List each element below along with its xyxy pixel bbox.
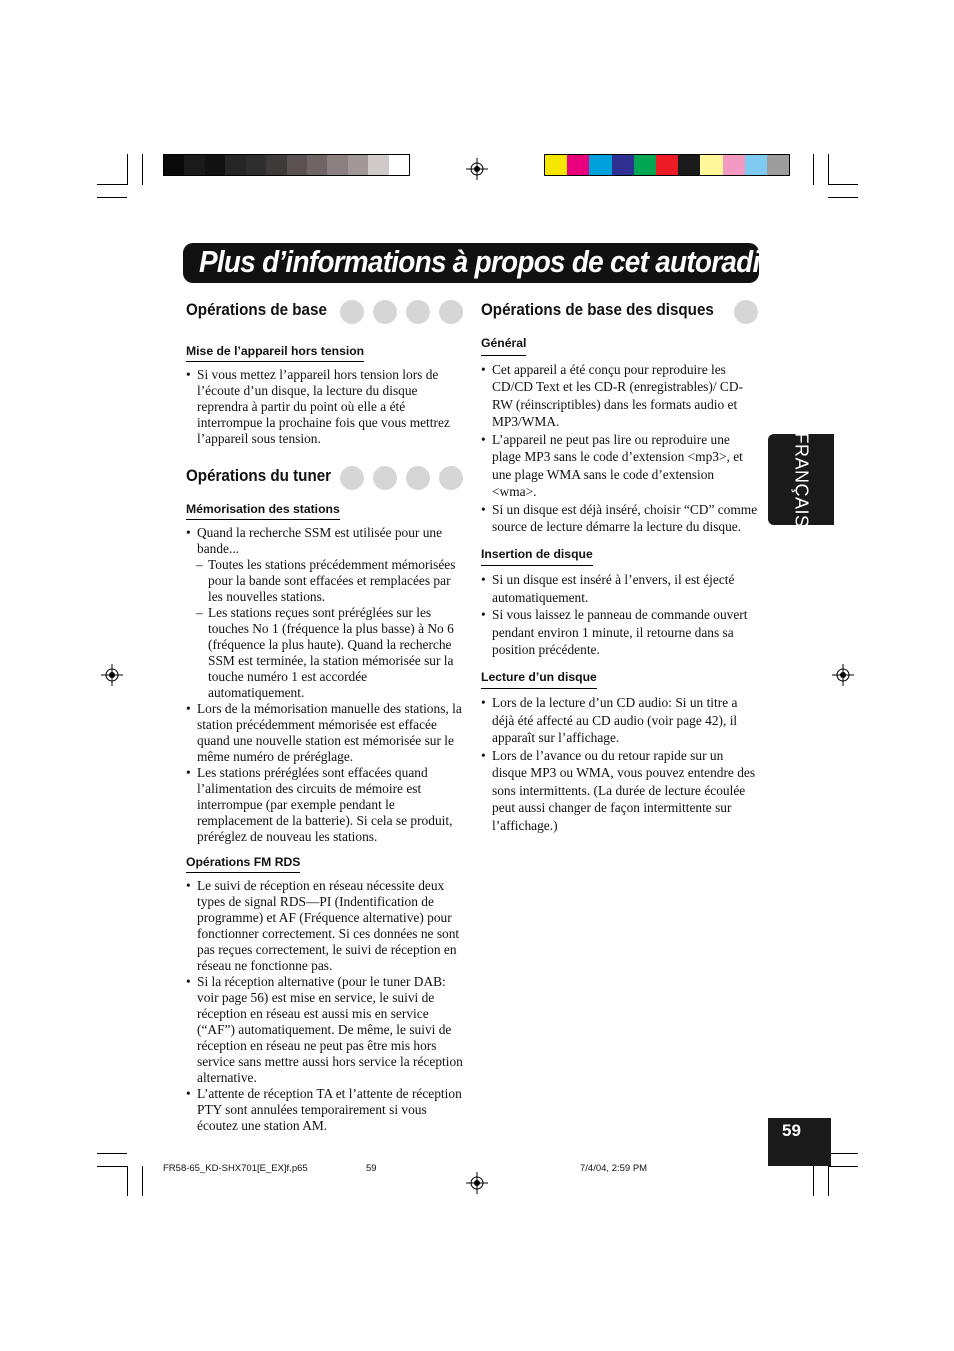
color-swatch: [723, 155, 745, 175]
left-column: [186, 300, 463, 1134]
color-swatch: [678, 155, 700, 175]
color-swatch: [327, 155, 347, 175]
color-swatch: [246, 155, 266, 175]
section-heading: [186, 300, 463, 326]
list-item: • Lors de la lecture d’un CD audio: Si un titre a déjà été affecté au CD audio (voir page 42), il apparaît sur l’affichage.: [481, 694, 758, 747]
subheading: Insertion de disque: [481, 546, 593, 567]
subheading: Mémorisation des stations: [186, 501, 340, 520]
list-item: • Si un disque est inséré à l’envers, il est éjecté automatiquement.: [481, 571, 758, 606]
list-item: • Si un disque est déjà inséré, choisir “CD” comme source de lecture démarre la lecture du disque.: [481, 501, 758, 536]
list-item: • Cet appareil a été conçu pour reproduire les CD/CD Text et les CD-R (enregistrables)/ CD-RW (réinscriptibles) dans les formats audio et MP3/WMA.: [481, 361, 758, 431]
color-swatch: [184, 155, 204, 175]
color-swatch: [205, 155, 225, 175]
list-item: • L’appareil ne peut pas lire ou reproduire une plage MP3 sans le code d’extension <mp3>, et une plage WMA sans le code d’extension <wma>.: [481, 431, 758, 501]
section-heading: [186, 466, 463, 492]
language-tab: [768, 431, 834, 528]
list-item: • Lors de l’avance ou du retour rapide sur un disque MP3 ou WMA, vous pouvez entendre des sons intermittents. (La durée de lecture écoulée peut aussi changer de façon intermittente sur l’affichage.): [481, 747, 758, 835]
registration-mark-icon: [101, 664, 123, 686]
color-swatch: [745, 155, 767, 175]
list-subitem: – Les stations reçues sont préréglées sur les touches No 1 (fréquence la plus basse) à No 6 (fréquence la plus haute). Quand la recherche SSM est terminée, la station mémorisée sur la touche numéro 1 est accordée automatiquement.: [196, 605, 463, 701]
page-number-box: [768, 1118, 831, 1166]
subheading: Opérations FM RDS: [186, 854, 300, 873]
color-swatch: [287, 155, 307, 175]
grayscale-calibration-bar: [163, 154, 410, 176]
list-item: • Lors de la mémorisation manuelle des stations, la station précédemment mémorisée est effacée quand une nouvelle station est mémorisée sur le même numéro de préréglage.: [186, 701, 463, 765]
right-column: [481, 300, 758, 834]
color-swatch: [612, 155, 634, 175]
registration-mark-icon: [466, 1172, 488, 1194]
title-band: [183, 243, 776, 283]
list-item: • Si la réception alternative (pour le tuner DAB: voir page 56) est mise en service, le suivi de réception en réseau est aussi mis en service (“AF”) automatiquement. De même, le suivi de réception en réseau ne peut pas être mis hors service sans mettre aussi hors service la réception alternative.: [186, 974, 463, 1086]
section-title: Opérations de base: [186, 302, 331, 318]
color-swatch: [307, 155, 327, 175]
color-swatch: [266, 155, 286, 175]
list-item: • L’attente de réception TA et l’attente de réception PTY sont annulées temporairement si vous écoutez une station AM.: [186, 1086, 463, 1134]
section-heading: [481, 300, 758, 326]
registration-mark-icon: [832, 664, 854, 686]
section-title: Opérations du tuner: [186, 468, 335, 484]
subheading: Mise de l’appareil hors tension: [186, 343, 364, 362]
color-swatch: [545, 155, 567, 175]
footer-page: 59: [366, 1163, 377, 1174]
footer-file: FR58-65_KD-SHX701[E_EX]f.p65: [163, 1163, 308, 1174]
color-swatch: [348, 155, 368, 175]
subheading: Lecture d’un disque: [481, 669, 597, 690]
color-swatch: [164, 155, 184, 175]
color-swatch: [767, 155, 789, 175]
color-swatch: [368, 155, 388, 175]
list-item: • Quand la recherche SSM est utilisée pour une bande... – Toutes les stations précédemment mémorisées pour la bande sont effacées et remplacées par les nouvelles stations. – Les stations reçues sont préréglées sur les touches No 1 (fréquence la plus basse) à No 6 (fréquence la plus haute). Quand la recherche SSM est terminée, la station mémorisée sur la touche numéro 1 est accordée automatiquement.: [186, 525, 463, 701]
color-swatch: [225, 155, 245, 175]
page-title: Plus d’informations à propos de cet autoradio: [199, 244, 776, 279]
section-title: Opérations de base des disques: [481, 302, 718, 320]
color-swatch: [656, 155, 678, 175]
list-item: • Les stations préréglées sont effacées quand l’alimentation des circuits de mémoire est interrompue (par exemple pendant le remplacement de la batterie). Si cela se produit, préréglez de nouveau les stations.: [186, 765, 463, 845]
color-swatch: [700, 155, 722, 175]
page-number: 59: [782, 1121, 801, 1140]
subheading: Général: [481, 335, 526, 356]
language-label: FRANÇAIS: [791, 431, 812, 528]
color-calibration-bar: [544, 154, 790, 176]
list-item: • Le suivi de réception en réseau nécessite deux types de signal RDS—PI (Indentification de programme) et AF (Fréquence alternative) pour fonctionner correctement. Si ces données ne sont pas reçues correctement, le suivi de réception en réseau ne fonctionne pas.: [186, 878, 463, 974]
color-swatch: [589, 155, 611, 175]
color-swatch: [389, 155, 409, 175]
registration-mark-icon: [466, 158, 488, 180]
list-subitem: – Toutes les stations précédemment mémorisées pour la bande sont effacées et remplacées par les nouvelles stations.: [196, 557, 463, 605]
list-item: • Si vous laissez le panneau de commande ouvert pendant environ 1 minute, il retourne dans sa position précédente.: [481, 606, 758, 659]
footer-date: 7/4/04, 2:59 PM: [580, 1163, 648, 1174]
color-swatch: [634, 155, 656, 175]
color-swatch: [567, 155, 589, 175]
list-item: • Si vous mettez l’appareil hors tension lors de l’écoute d’un disque, la lecture du disque reprendra à partir du point où elle a été interrompue la prochaine fois que vous mettrez l’appareil sous tension.: [186, 367, 463, 447]
